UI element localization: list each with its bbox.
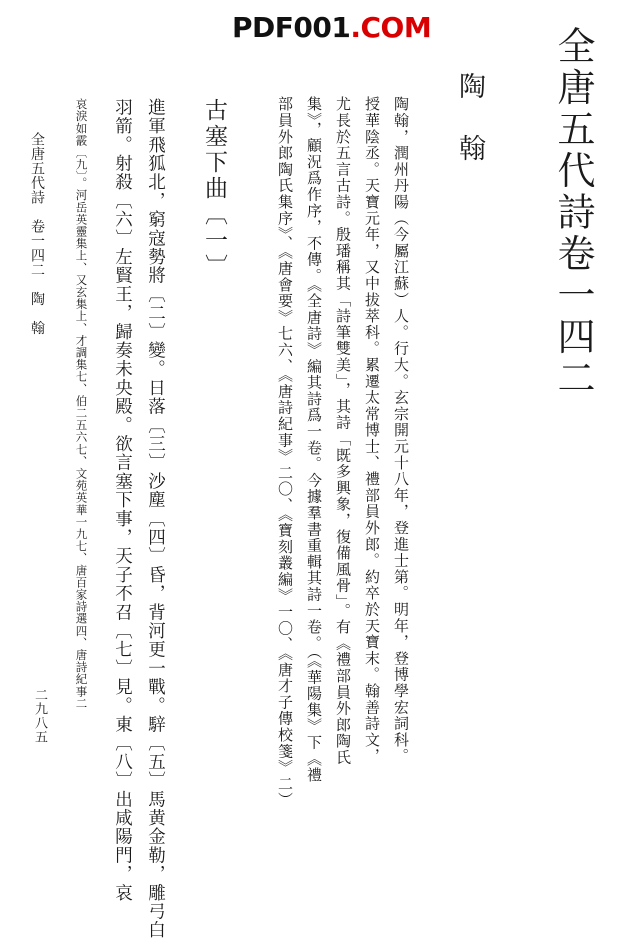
page-number: 二九八五	[32, 688, 47, 744]
author-heading: 陶 翰	[454, 72, 485, 165]
poem-column: 哀淚如霰〔九〕。河岳英靈集上、又玄集上、才調集七、伯二五六七、文苑英華一九七、唐百家詩選四、唐詩紀事二	[74, 98, 89, 710]
bio-column: 陶翰，潤州丹陽（今屬江蘇）人。行大。玄宗開元十八年，登進士第。明年，登博學宏詞科。	[392, 96, 410, 765]
bio-column: 授華陰丞。天寶元年，又中拔萃科。累遷太常博士、禮部員外郎。約卒於天寶末。翰善詩文，	[363, 96, 381, 765]
poem-title: 古塞下曲〔一〕	[201, 98, 227, 280]
poem-column: 進軍飛狐北，窮寇勢將〔二〕變。日落〔三〕沙塵〔四〕昏，背河更一戰。騂〔五〕馬黄金勒，雕弓白	[145, 98, 166, 940]
bio-column: 尤長於五言古詩。殷璠稱其「詩筆雙美」，其詩「既多興象，復備風骨」。有《禮部員外郎陶氏	[334, 96, 352, 766]
watermark-logo: PDF001.COM	[232, 11, 432, 44]
bio-column: 集》，顧況爲作序，不傳。《全唐詩》編其詩爲一卷。今據羣書重輯其詩一卷。（《華陽集》下《禮	[305, 96, 323, 784]
running-head: 全唐五代詩 卷一四二 陶 翰	[29, 132, 45, 335]
book-title: 全唐五代詩卷一四二	[551, 26, 595, 400]
poem-column: 羽箭。射殺〔六〕左賢王，歸奏未央殿。欲言塞下事，天子不召〔七〕見。東〔八〕出咸陽門，哀	[112, 98, 133, 903]
bio-column: 部員外郎陶氏集序》、《唐會要》七六、《唐詩紀事》二〇、《寶刻叢編》一〇、《唐才子傳校箋》二）	[276, 96, 294, 809]
